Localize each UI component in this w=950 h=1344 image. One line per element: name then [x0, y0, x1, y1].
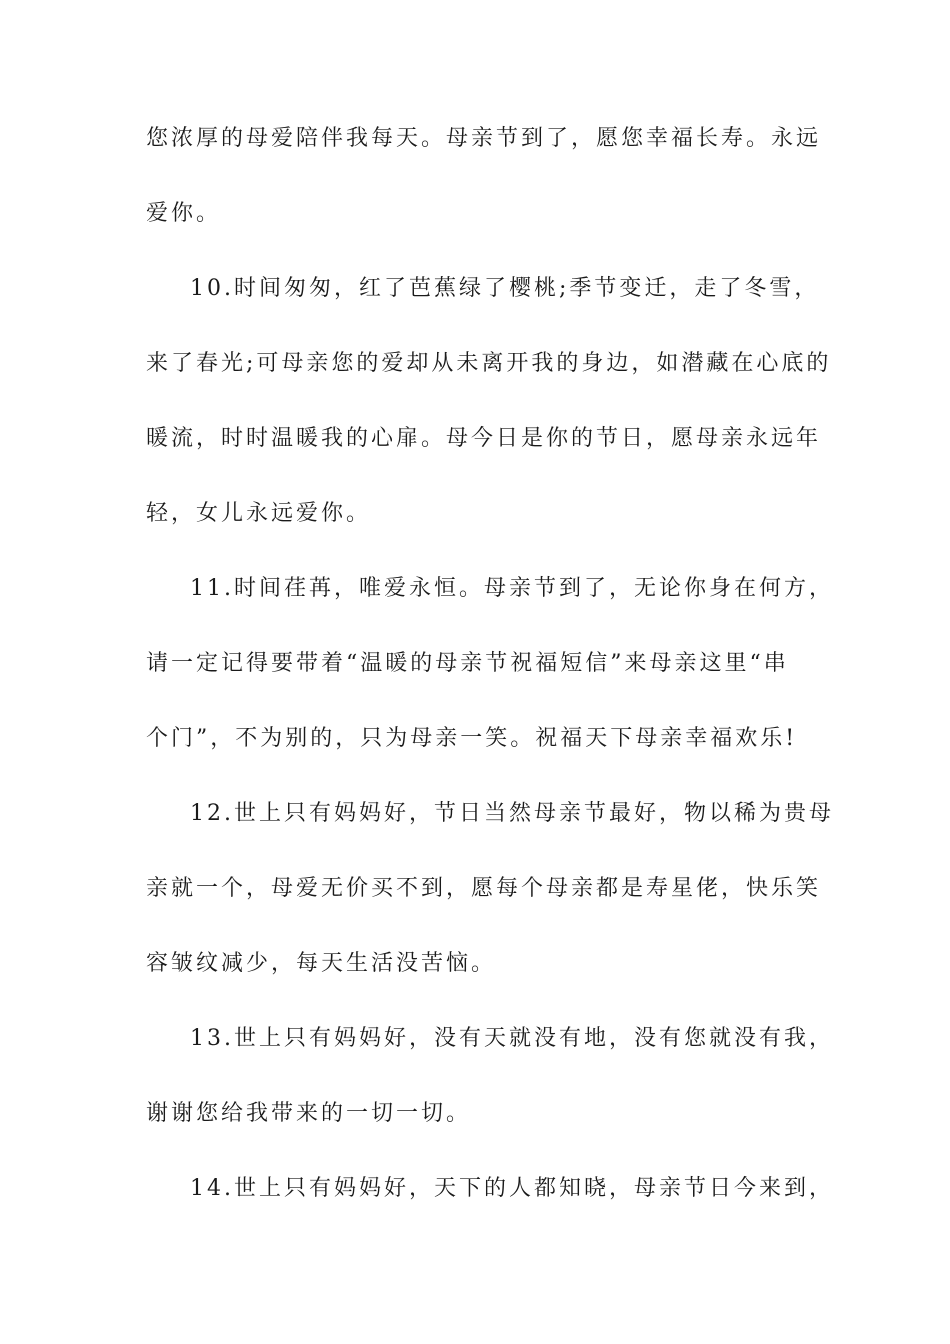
text-line: 14.世上只有妈妈好，天下的人都知晓，母亲节日今来到，: [190, 1176, 834, 1201]
text-line: 10.时间匆匆，红了芭蕉绿了樱桃;季节变迁，走了冬雪，: [190, 276, 820, 301]
text-line: 暖流，时时温暖我的心扉。母今日是你的节日，愿母亲永远年: [146, 426, 822, 451]
text-line: 12.世上只有妈妈好，节日当然母亲节最好，物以稀为贵母: [190, 801, 834, 826]
text-line: 爱你。: [146, 201, 222, 226]
text-line: 13.世上只有妈妈好，没有天就没有地，没有您就没有我，: [190, 1026, 834, 1051]
text-line: 来了春光;可母亲您的爱却从未离开我的身边，如潜藏在心底的: [146, 351, 832, 376]
text-line: 个门”，不为别的，只为母亲一笑。祝福天下母亲幸福欢乐!: [146, 726, 798, 751]
text-line: 谢谢您给我带来的一切一切。: [146, 1101, 472, 1126]
text-line: 轻，女儿永远爱你。: [146, 501, 372, 526]
text-line: 亲就一个，母爱无价买不到，愿每个母亲都是寿星佬，快乐笑: [146, 876, 822, 901]
text-line: 请一定记得要带着“温暖的母亲节祝福短信”来母亲这里“串: [146, 651, 789, 676]
text-line: 您浓厚的母爱陪伴我每天。母亲节到了，愿您幸福长寿。永远: [146, 126, 822, 151]
text-line: 容皱纹减少，每天生活没苦恼。: [146, 951, 497, 976]
text-line: 11.时间荏苒，唯爱永恒。母亲节到了，无论你身在何方，: [190, 576, 834, 601]
